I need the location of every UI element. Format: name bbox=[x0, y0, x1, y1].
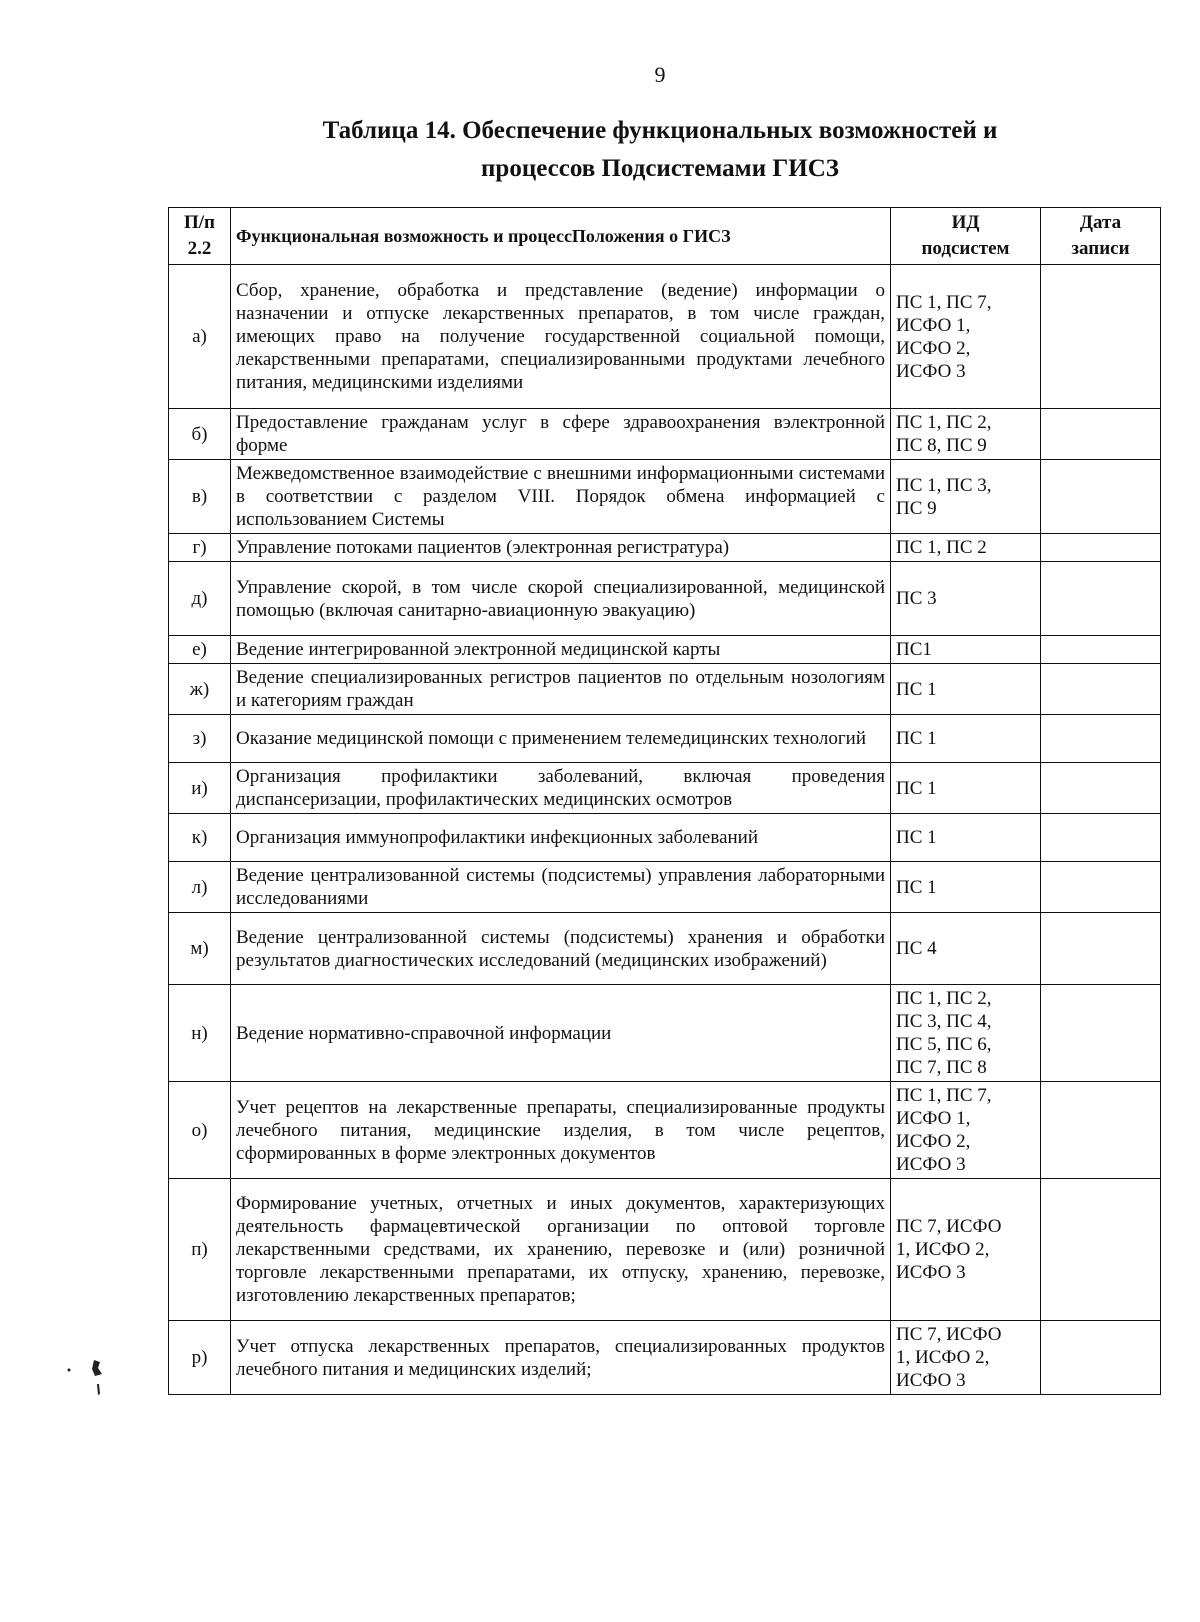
subsystem-id-line: ПС 1, ПС 3, bbox=[896, 474, 992, 496]
header-subsystem-id bbox=[891, 208, 1041, 265]
row-item-letter: б) bbox=[169, 409, 231, 460]
row-function-text: Ведение централизованной системы (подсистемы) управления лабораторными исследованиями bbox=[231, 862, 891, 913]
row-record-date bbox=[1041, 715, 1161, 763]
row-function-text: Учет рецептов на лекарственные препараты, специализированные продукты лечебного питания, медицинские изделия, в том числе рецептов, сформированных в форме электронных документов bbox=[231, 1082, 891, 1179]
row-item-letter: д) bbox=[169, 562, 231, 636]
row-function-text: Ведение интегрированной электронной медицинской карты bbox=[231, 636, 891, 664]
subsystem-id-line: ИСФО 1, bbox=[896, 1108, 971, 1129]
subsystems-table bbox=[168, 207, 1161, 1395]
row-function-text: Межведомственное взаимодействие с внешними информационными системами в соответствии с разделом VIII. Порядок обмена информацией с использованием Системы bbox=[231, 460, 891, 534]
row-item-letter: н) bbox=[169, 985, 231, 1082]
row-record-date bbox=[1041, 985, 1161, 1082]
row-record-date bbox=[1041, 763, 1161, 814]
row-record-date bbox=[1041, 562, 1161, 636]
subsystem-id-line: ПС 4 bbox=[896, 938, 937, 959]
row-item-letter: и) bbox=[169, 763, 231, 814]
row-subsystem-ids bbox=[891, 460, 1041, 534]
subsystem-id-line: ПС 1 bbox=[896, 876, 937, 898]
row-subsystem-ids bbox=[891, 985, 1041, 1082]
table-title-line-1: Таблица 14. Обеспечение функциональных возможностей и bbox=[322, 117, 998, 144]
table-row bbox=[169, 534, 1161, 562]
subsystem-id-line: ПС 1 bbox=[896, 728, 937, 749]
row-subsystem-ids bbox=[891, 636, 1041, 664]
table-body bbox=[169, 265, 1161, 1395]
row-item-letter: ж) bbox=[169, 664, 231, 715]
table-row bbox=[169, 715, 1161, 763]
row-subsystem-ids bbox=[891, 265, 1041, 409]
table-title-line-2: процессов Подсистемами ГИСЗ bbox=[481, 155, 839, 182]
subsystem-id-line: ПС 1, ПС 2 bbox=[896, 537, 987, 558]
subsystem-id-line: ПС 5, ПС 6, bbox=[896, 1034, 992, 1055]
subsystem-id-line: ПС 1, ПС 7, bbox=[896, 291, 992, 313]
subsystem-id-line: ИСФО 3 bbox=[896, 1370, 966, 1391]
header-date-line-2: записи bbox=[1071, 238, 1130, 259]
table-row bbox=[169, 664, 1161, 715]
row-subsystem-ids bbox=[891, 534, 1041, 562]
subsystem-id-line: ИСФО 2, bbox=[896, 337, 971, 359]
subsystem-id-line: ИСФО 3 bbox=[896, 1262, 966, 1283]
table-row bbox=[169, 862, 1161, 913]
row-function-text: Ведение централизованной системы (подсистемы) хранения и обработки результатов диагностических исследований (медицинских изображений) bbox=[231, 913, 891, 985]
row-subsystem-ids bbox=[891, 1179, 1041, 1321]
row-subsystem-ids bbox=[891, 763, 1041, 814]
subsystem-id-line: ПС 1, ПС 2, bbox=[896, 988, 992, 1009]
row-record-date bbox=[1041, 409, 1161, 460]
subsystem-id-line: ПС 1 bbox=[896, 777, 937, 799]
table-row bbox=[169, 814, 1161, 862]
table-row bbox=[169, 763, 1161, 814]
row-item-letter: е) bbox=[169, 636, 231, 664]
subsystem-id-line: ПС 1, ПС 7, bbox=[896, 1085, 992, 1106]
table-row bbox=[169, 1321, 1161, 1395]
table-row bbox=[169, 1082, 1161, 1179]
row-function-text: Предоставление гражданам услуг в сфере здравоохранения вэлектронной форме bbox=[231, 409, 891, 460]
row-item-letter: з) bbox=[169, 715, 231, 763]
row-item-letter: п) bbox=[169, 1179, 231, 1321]
row-function-text: Управление скорой, в том числе скорой специализированной, медицинской помощью (включая санитарно-авиационную эвакуацию) bbox=[231, 562, 891, 636]
row-record-date bbox=[1041, 862, 1161, 913]
table-row bbox=[169, 265, 1161, 409]
row-function-text: Управление потоками пациентов (электронная регистратура) bbox=[231, 534, 891, 562]
row-record-date bbox=[1041, 265, 1161, 409]
row-item-letter: м) bbox=[169, 913, 231, 985]
header-date-line-1: Дата bbox=[1079, 212, 1122, 233]
row-record-date bbox=[1041, 460, 1161, 534]
subsystem-id-line: 1, ИСФО 2, bbox=[896, 1347, 990, 1368]
row-subsystem-ids bbox=[891, 814, 1041, 862]
subsystem-id-line: ПС 9 bbox=[896, 497, 937, 519]
table-title bbox=[0, 112, 1200, 188]
row-function-text: Организация профилактики заболеваний, включая проведения диспансеризации, профилактических медицинских осмотров bbox=[231, 763, 891, 814]
row-function-text: Формирование учетных, отчетных и иных документов, характеризующих деятельность фармацевтической организации по оптовой торговле лекарственными средствами, их хранению, перевозке и (или) розничной торговле лекарственными препаратами, их отпуску, хранению, перевозке, изготовлению лекарственных препаратов; bbox=[231, 1179, 891, 1321]
subsystem-id-line: ИСФО 1, bbox=[896, 314, 971, 336]
header-num-line-1: П/п bbox=[183, 212, 215, 233]
table-row bbox=[169, 636, 1161, 664]
row-item-letter: а) bbox=[169, 265, 231, 409]
subsystem-id-line: ПС 1 bbox=[896, 827, 937, 848]
row-item-letter: о) bbox=[169, 1082, 231, 1179]
subsystem-id-line: ПС1 bbox=[896, 639, 932, 660]
subsystem-id-line: ПС 8, ПС 9 bbox=[896, 435, 987, 456]
subsystem-id-line: ПС 7, ПС 8 bbox=[896, 1057, 987, 1078]
row-record-date bbox=[1041, 1321, 1161, 1395]
row-subsystem-ids bbox=[891, 664, 1041, 715]
row-record-date bbox=[1041, 534, 1161, 562]
row-item-letter: в) bbox=[169, 460, 231, 534]
table-row bbox=[169, 985, 1161, 1082]
header-num-line-2: 2.2 bbox=[187, 238, 212, 259]
header-item-number bbox=[169, 208, 231, 265]
row-record-date bbox=[1041, 664, 1161, 715]
table-row bbox=[169, 460, 1161, 534]
header-id-line-1: ИД bbox=[951, 212, 980, 233]
row-subsystem-ids bbox=[891, 562, 1041, 636]
table-row bbox=[169, 913, 1161, 985]
row-record-date bbox=[1041, 1082, 1161, 1179]
scan-speck-marks bbox=[64, 1358, 108, 1428]
subsystem-id-line: ПС 3, ПС 4, bbox=[896, 1011, 992, 1032]
page-number: 9 bbox=[654, 62, 666, 87]
row-record-date bbox=[1041, 814, 1161, 862]
row-function-text: Ведение нормативно-справочной информации bbox=[231, 985, 891, 1082]
row-function-text: Организация иммунопрофилактики инфекционных заболеваний bbox=[231, 814, 891, 862]
subsystem-id-line: ПС 7, ИСФО bbox=[896, 1216, 1002, 1237]
row-subsystem-ids bbox=[891, 913, 1041, 985]
row-subsystem-ids bbox=[891, 862, 1041, 913]
row-subsystem-ids bbox=[891, 1082, 1041, 1179]
row-item-letter: к) bbox=[169, 814, 231, 862]
row-record-date bbox=[1041, 913, 1161, 985]
row-subsystem-ids bbox=[891, 409, 1041, 460]
row-subsystem-ids bbox=[891, 715, 1041, 763]
subsystem-id-line: ИСФО 2, bbox=[896, 1131, 971, 1152]
row-function-text: Оказание медицинской помощи с применением телемедицинских технологий bbox=[231, 715, 891, 763]
row-function-text: Учет отпуска лекарственных препаратов, специализированных продуктов лечебного питания и медицинских изделий; bbox=[231, 1321, 891, 1395]
header-record-date bbox=[1041, 208, 1161, 265]
subsystem-id-line: ПС 7, ИСФО bbox=[896, 1324, 1002, 1345]
header-function: Функциональная возможность и процессПоложения о ГИСЗ bbox=[231, 208, 891, 265]
row-item-letter: р) bbox=[169, 1321, 231, 1395]
subsystem-id-line: 1, ИСФО 2, bbox=[896, 1239, 990, 1260]
table-header-row bbox=[169, 208, 1161, 265]
row-item-letter: л) bbox=[169, 862, 231, 913]
subsystem-id-line: ПС 1 bbox=[896, 678, 937, 700]
subsystem-id-line: ИСФО 3 bbox=[896, 1154, 966, 1175]
row-function-text: Сбор, хранение, обработка и представление (ведение) информации о назначении и отпуске лекарственных препаратов, в том числе граждан, имеющих право на получение государственной социальной помощи, лекарственными препаратами, специализированными продуктами лечебного питания, медицинскими изделиями bbox=[231, 265, 891, 409]
row-function-text: Ведение специализированных регистров пациентов по отдельным нозологиям и категориям граждан bbox=[231, 664, 891, 715]
header-id-line-2: подсистем bbox=[921, 238, 1010, 259]
table-row bbox=[169, 562, 1161, 636]
subsystem-id-line: ПС 3 bbox=[896, 588, 937, 609]
subsystem-id-line: ПС 1, ПС 2, bbox=[896, 412, 992, 433]
row-record-date bbox=[1041, 1179, 1161, 1321]
table-row bbox=[169, 1179, 1161, 1321]
table-row bbox=[169, 409, 1161, 460]
row-item-letter: г) bbox=[169, 534, 231, 562]
subsystem-id-line: ИСФО 3 bbox=[896, 360, 966, 382]
row-record-date bbox=[1041, 636, 1161, 664]
row-subsystem-ids bbox=[891, 1321, 1041, 1395]
